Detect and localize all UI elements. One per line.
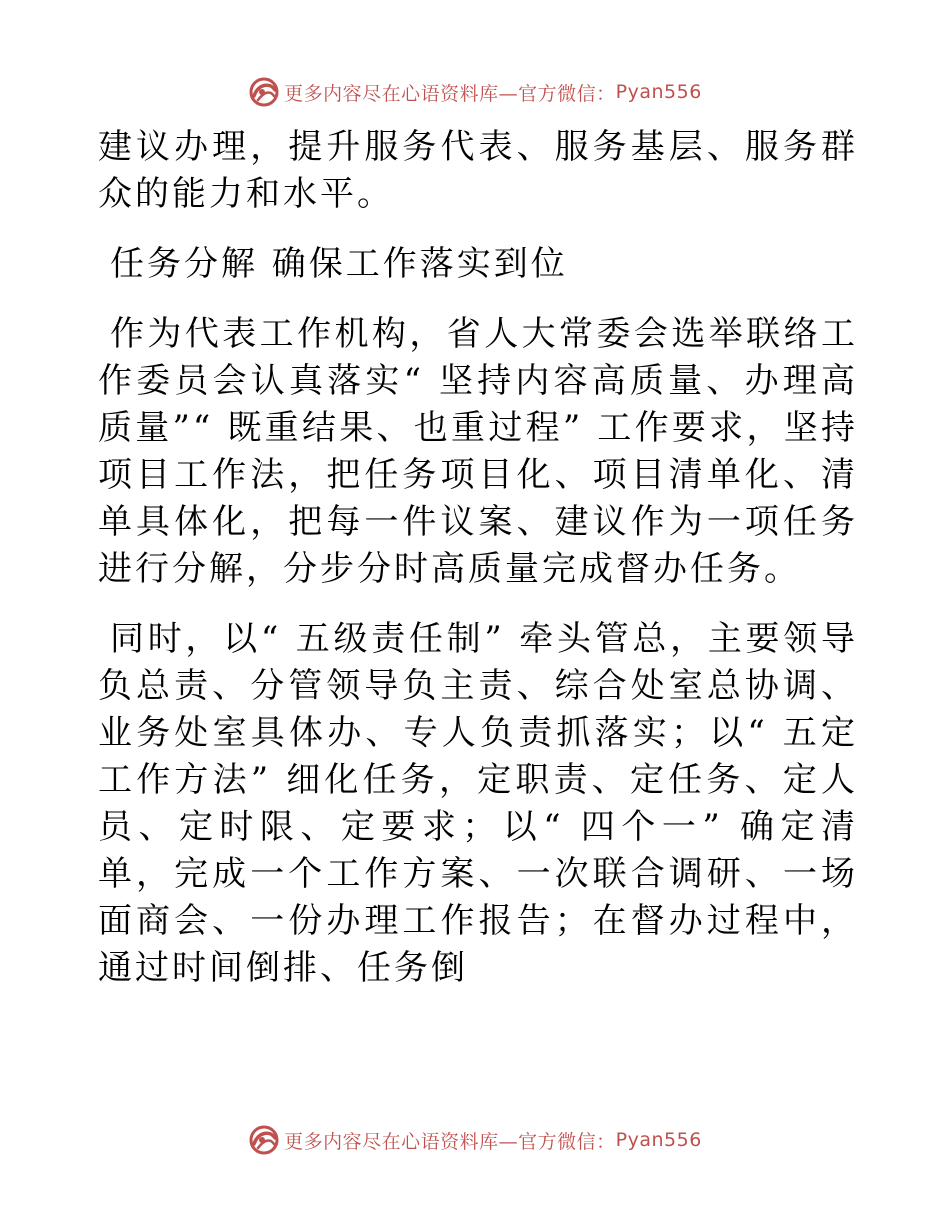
swirl-logo-icon bbox=[248, 76, 280, 108]
watermark-wechat-id: Pyan556 bbox=[615, 1129, 702, 1151]
paragraph-continuation: 建议办理，提升服务代表、服务基层、服务群众的能力和水平。 bbox=[98, 127, 858, 214]
document-body bbox=[98, 124, 858, 992]
watermark-text: 更多内容尽在心语资料库—官方微信： bbox=[284, 82, 616, 105]
section-heading: 任务分解 确保工作落实到位 bbox=[110, 244, 568, 284]
swirl-logo-icon bbox=[248, 1124, 280, 1156]
watermark-wechat-id: Pyan556 bbox=[615, 81, 702, 103]
header-watermark bbox=[0, 72, 950, 112]
paragraph-responsibility: 同时，以“ 五级责任制” 牵头管总，主要领导负总责、分管领导负主责、综合处室总协调、业务处室具体办、专人负责抓落实；以“ 五定工作方法” 细化任务，定职责、定任务、定人员、定时限、定要求；以“ 四个一” 确定清单，完成一个工作方案、一次联合调研、一场面商会、一份办理工作报告；在督办过程中，通过时间倒排、任务倒 bbox=[98, 619, 858, 988]
watermark-text: 更多内容尽在心语资料库—官方微信： bbox=[284, 1130, 616, 1153]
footer-watermark bbox=[0, 1120, 950, 1160]
paragraph-task-breakdown: 作为代表工作机构，省人大常委会选举联络工作委员会认真落实“ 坚持内容高质量、办理高质量”“ 既重结果、也重过程” 工作要求，坚持项目工作法，把任务项目化、项目清单化、清单具体化，把每一件议案、建议作为一项任务进行分解，分步分时高质量完成督办任务。 bbox=[98, 314, 858, 589]
